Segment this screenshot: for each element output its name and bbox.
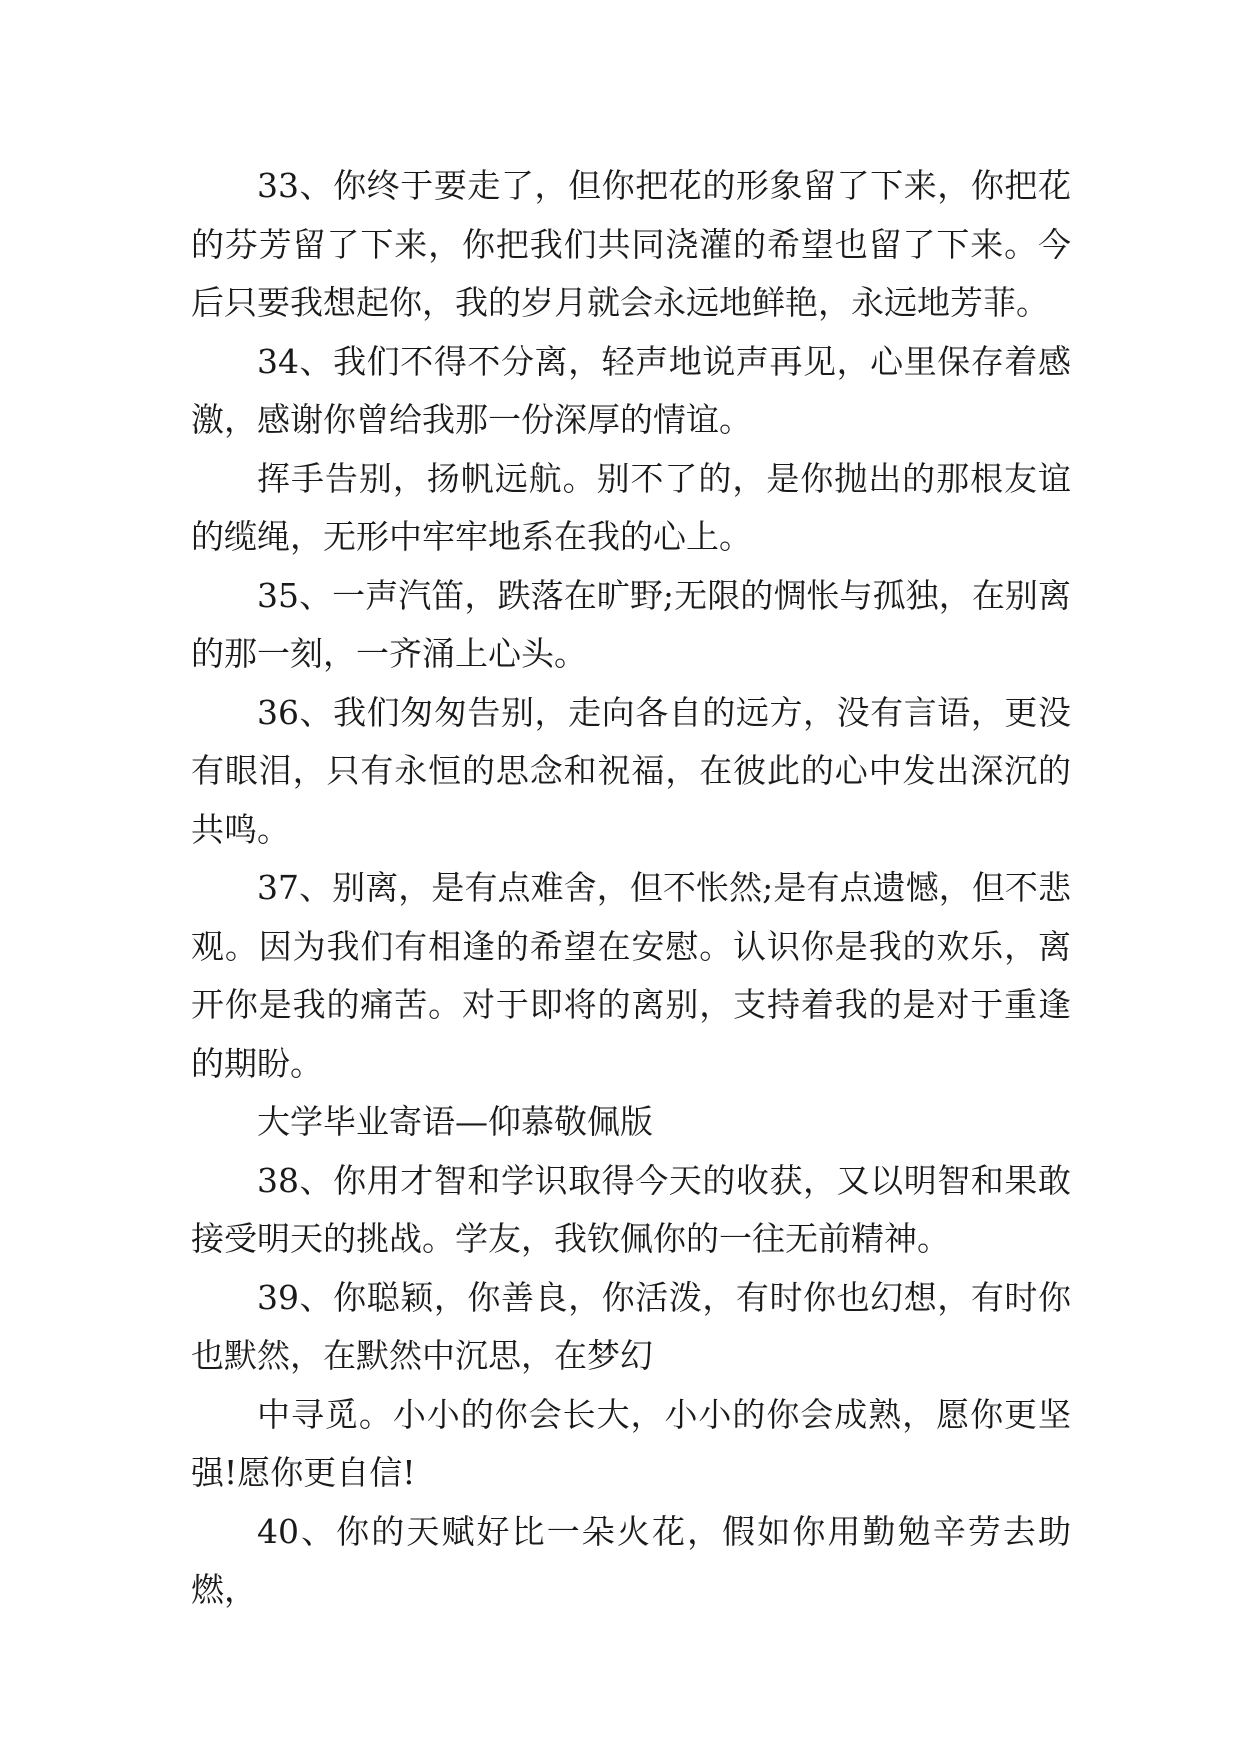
paragraph-33: 33、你终于要走了，但你把花的形象留了下来，你把花的芬芳留了下来，你把我们共同浇灌的希望也留了下来。今后只要我想起你，我的岁月就会永远地鲜艳，永远地芳菲。 <box>191 166 1071 322</box>
paragraph-39: 39、你聪颖，你善良，你活泼，有时你也幻想，有时你也默然，在默然中沉思，在梦幻 <box>191 1277 1071 1375</box>
section-heading: 大学毕业寄语—仰慕敬佩版 <box>257 1102 653 1141</box>
paragraph-36: 36、我们匆匆告别，走向各自的远方，没有言语，更没有眼泪，只有永恒的思念和祝福，在彼此的心中发出深沉的共鸣。 <box>191 692 1071 849</box>
paragraph-farewell: 挥手告别，扬帆远航。别不了的，是你抛出的那根友谊的缆绳，无形中牢牢地系在我的心上。 <box>191 458 1071 556</box>
paragraph-40: 40、你的天赋好比一朵火花，假如你用勤勉辛劳去助燃， <box>191 1511 1071 1609</box>
paragraph-37: 37、别离，是有点难舍，但不怅然;是有点遗憾，但不悲观。因为我们有相逢的希望在安慰。认识你是我的欢乐，离开你是我的痛苦。对于即将的离别，支持着我的是对于重逢的期盼。 <box>191 868 1071 1083</box>
paragraph-39-continued: 中寻觅。小小的你会长大，小小的你会成熟，愿你更坚强!愿你更自信! <box>191 1394 1071 1492</box>
document-body <box>191 157 1071 1620</box>
paragraph-34: 34、我们不得不分离，轻声地说声再见，心里保存着感激，感谢你曾给我那一份深厚的情谊。 <box>191 341 1071 439</box>
paragraph-38: 38、你用才智和学识取得今天的收获，又以明智和果敢接受明天的挑战。学友，我钦佩你的一往无前精神。 <box>191 1160 1071 1258</box>
paragraph-35: 35、一声汽笛，跌落在旷野;无限的惆怅与孤独，在别离的那一刻，一齐涌上心头。 <box>191 575 1071 673</box>
